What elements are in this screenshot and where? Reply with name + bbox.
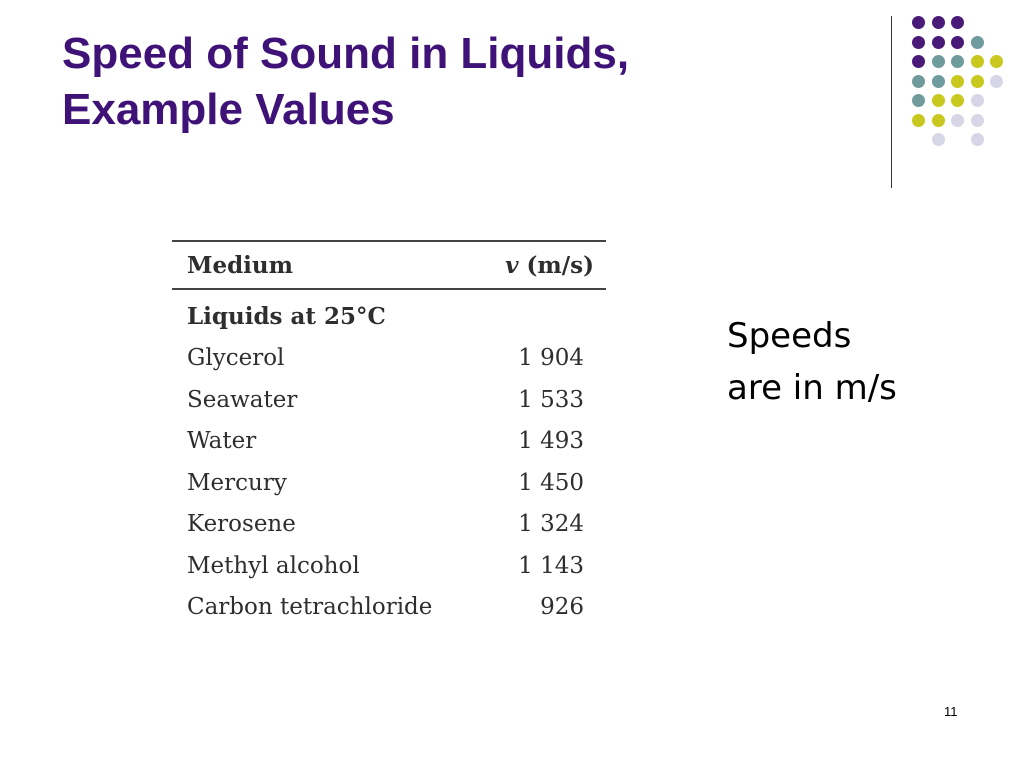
table-row: [172, 504, 606, 546]
decoration-dot: [990, 55, 1003, 68]
decoration-dot: [912, 55, 925, 68]
decoration-dot: [951, 55, 964, 68]
decoration-dot: [912, 75, 925, 88]
title-line-2: Example Values: [62, 85, 395, 134]
medium-cell: Mercury: [187, 469, 287, 496]
group-label: Liquids at 25°C: [187, 303, 386, 331]
header-speed-unit: (m/s): [518, 251, 594, 279]
table-row: [172, 462, 606, 504]
medium-cell: Carbon tetrachloride: [187, 594, 433, 621]
table-row: [172, 545, 606, 587]
units-note: [727, 310, 897, 414]
header-divider: [891, 16, 892, 188]
decoration-dot: [912, 94, 925, 107]
speed-cell: 1 143: [518, 552, 584, 579]
decoration-dot: [951, 94, 964, 107]
medium-cell: Glycerol: [187, 345, 285, 372]
decoration-dot: [932, 36, 945, 49]
decoration-dot: [971, 114, 984, 127]
decoration-dot: [932, 133, 945, 146]
medium-cell: Water: [187, 428, 257, 455]
speed-cell: 1 493: [518, 428, 584, 455]
table-row: [172, 587, 606, 629]
speed-cell: 1 324: [518, 511, 584, 538]
decoration-dot: [912, 114, 925, 127]
decoration-dot: [932, 94, 945, 107]
table-row: [172, 421, 606, 463]
decoration-dot: [951, 114, 964, 127]
decoration-dot: [951, 16, 964, 29]
decoration-dot: [951, 75, 964, 88]
header-speed-symbol: v: [505, 251, 519, 279]
decoration-dot: [971, 36, 984, 49]
decoration-dot: [912, 16, 925, 29]
note-line-1: Speeds: [727, 316, 852, 356]
medium-cell: Seawater: [187, 386, 298, 413]
decoration-dot: [951, 36, 964, 49]
speed-table-container: [172, 240, 606, 628]
table-row: [172, 338, 606, 380]
decoration-dot: [932, 114, 945, 127]
decoration-dot: [932, 55, 945, 68]
decoration-dot: [932, 75, 945, 88]
speed-cell: 926: [540, 594, 584, 621]
dot-pattern-decoration: [904, 10, 1014, 170]
decoration-dot: [971, 55, 984, 68]
decoration-dot: [971, 133, 984, 146]
decoration-dot: [971, 75, 984, 88]
medium-cell: Kerosene: [187, 511, 296, 538]
note-line-2: are in m/s: [727, 368, 897, 408]
medium-cell: Methyl alcohol: [187, 552, 360, 579]
table-header-row: [172, 241, 606, 289]
header-speed: [485, 241, 606, 289]
header-medium: Medium: [187, 251, 293, 279]
speed-cell: 1 904: [518, 345, 584, 372]
decoration-dot: [912, 36, 925, 49]
speed-cell: 1 450: [518, 469, 584, 496]
decoration-dot: [971, 94, 984, 107]
speed-of-sound-table: [172, 240, 606, 628]
decoration-dot: [990, 75, 1003, 88]
table-group-row: [172, 289, 606, 338]
table-row: [172, 379, 606, 421]
speed-cell: 1 533: [518, 386, 584, 413]
title-line-1: Speed of Sound in Liquids,: [62, 29, 630, 78]
decoration-dot: [932, 16, 945, 29]
page-title: [62, 26, 862, 138]
page-number: 11: [944, 704, 958, 719]
